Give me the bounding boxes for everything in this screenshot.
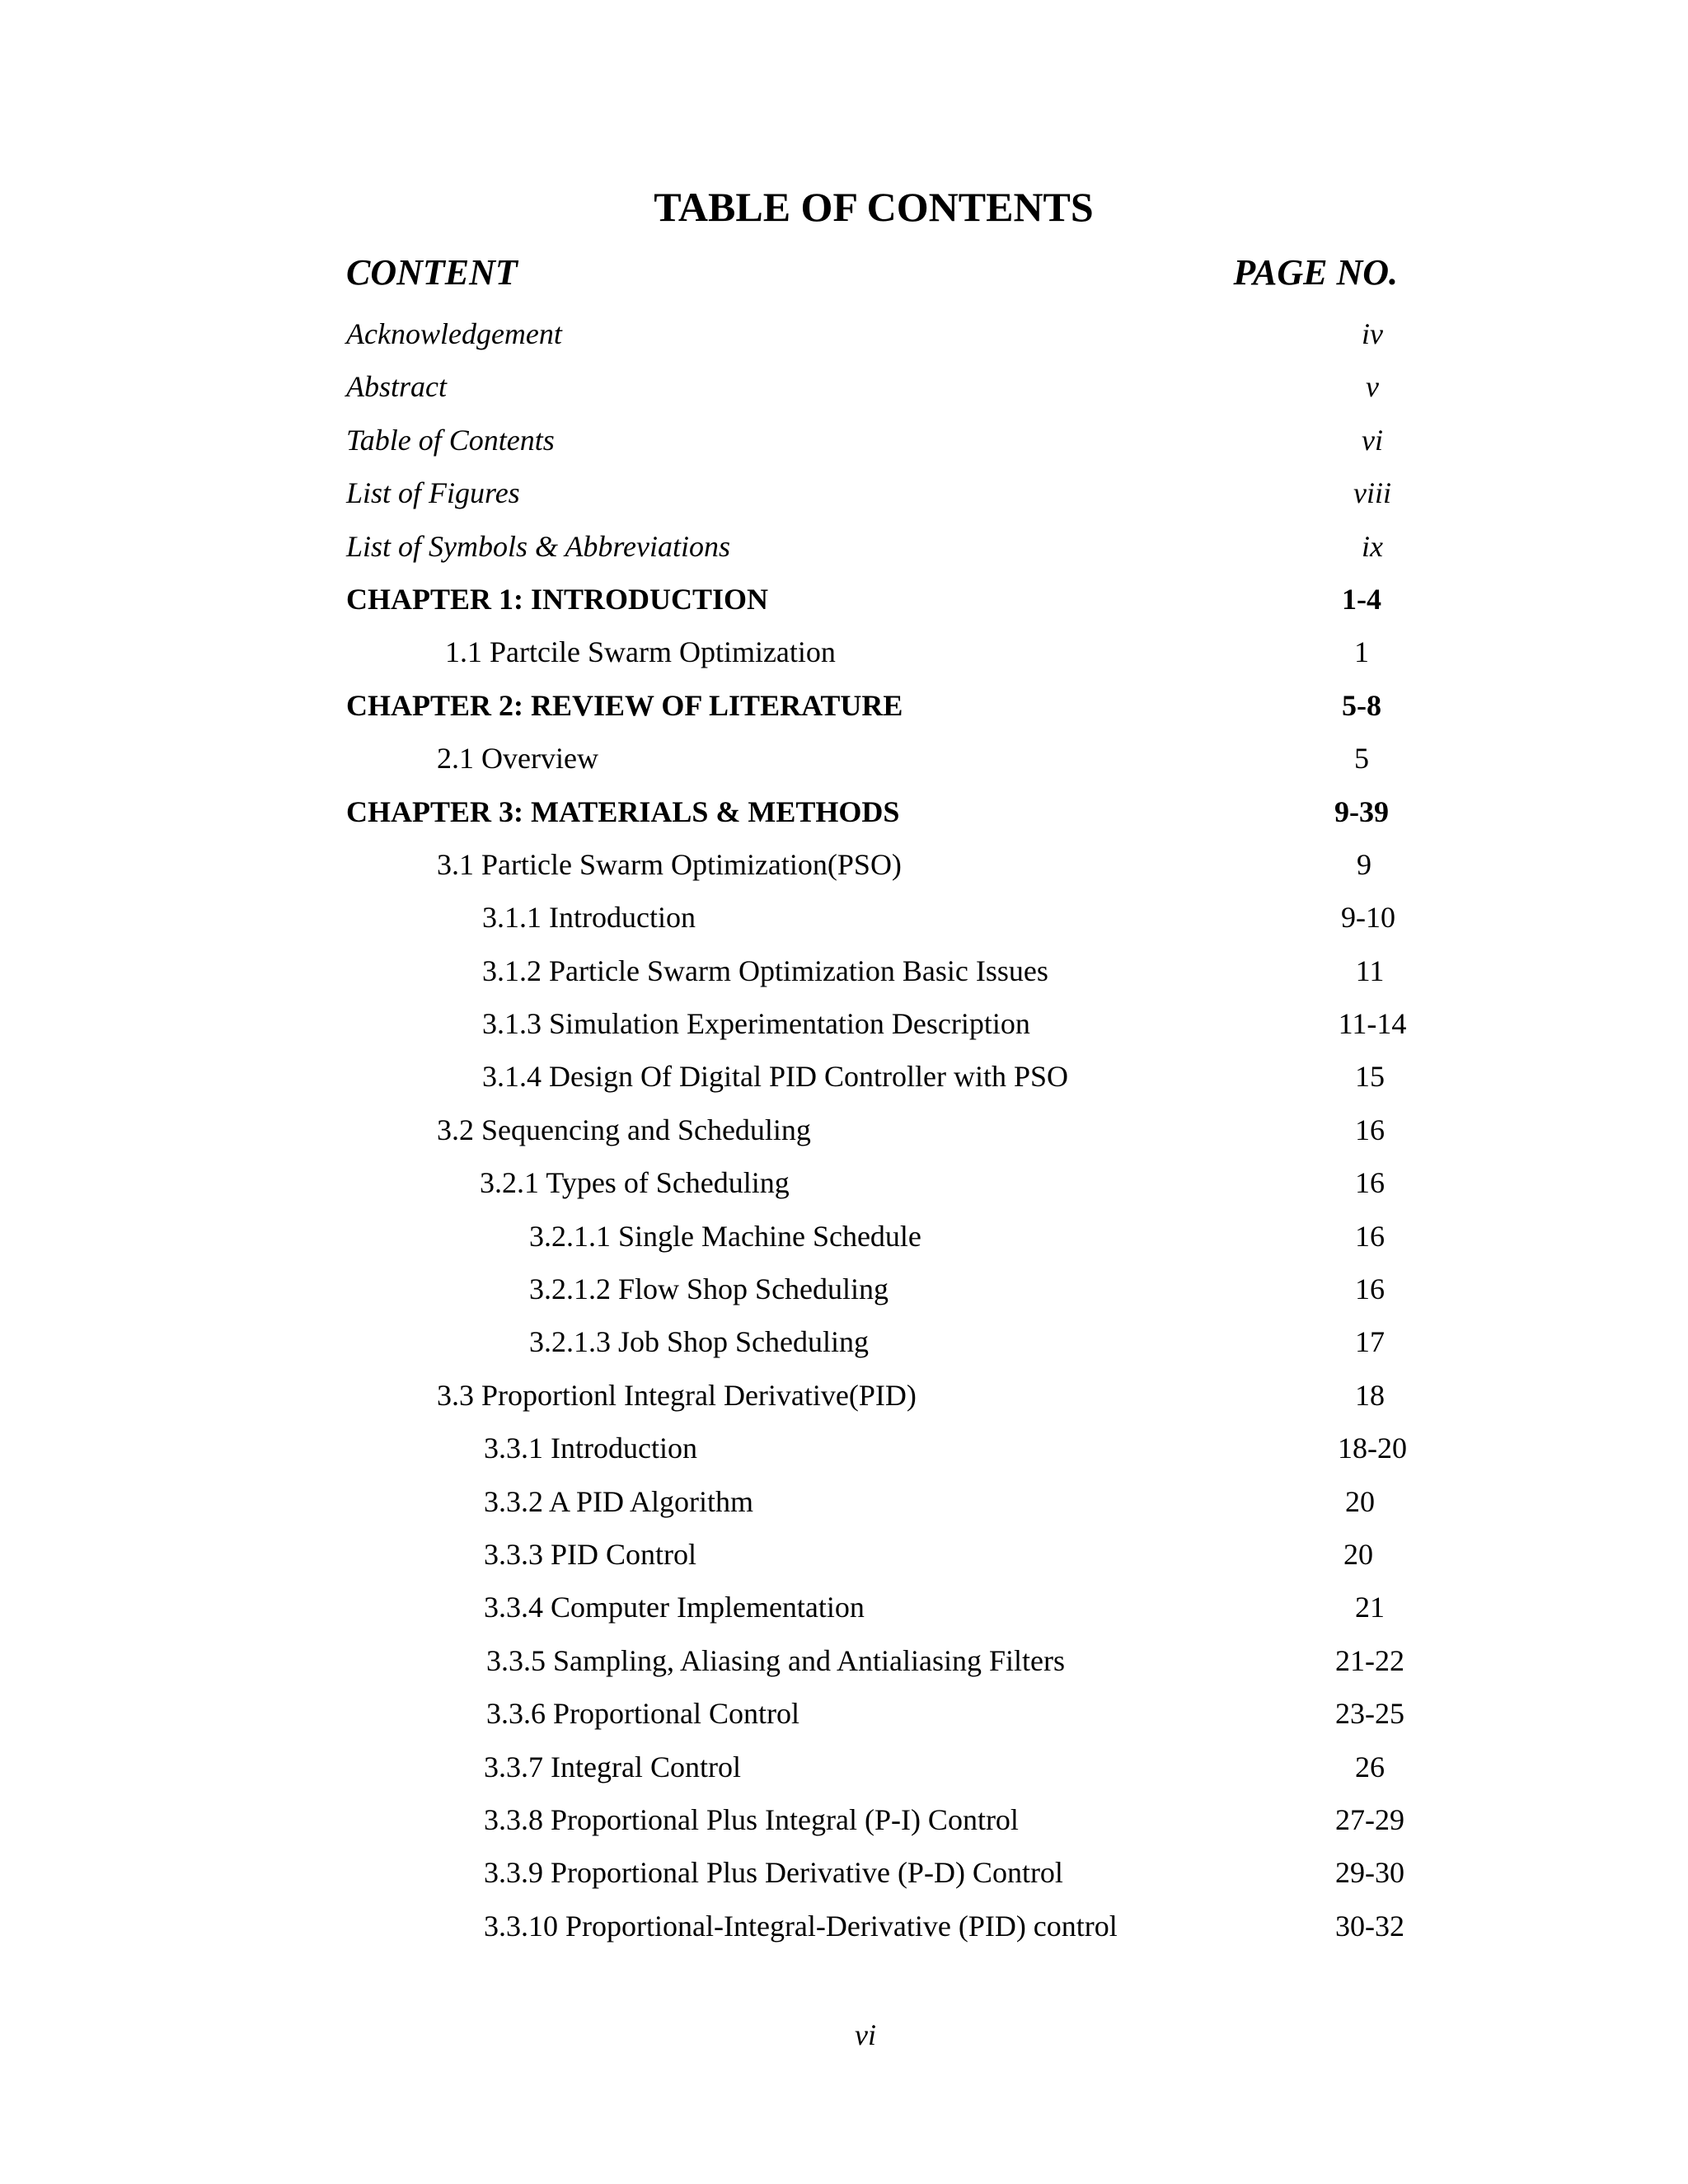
toc-entry-page: 20 — [1343, 1537, 1373, 1571]
toc-entry-title: Abstract — [346, 370, 447, 404]
toc-row — [0, 313, 1688, 366]
toc-row — [0, 1586, 1688, 1639]
toc-chapter-page: 5-8 — [1342, 688, 1381, 722]
toc-row — [0, 1375, 1688, 1427]
toc-chapter-title: CHAPTER 2: REVIEW OF LITERATURE — [346, 688, 903, 722]
toc-entry-page: 15 — [1355, 1060, 1385, 1094]
page-number-footer: vi — [855, 2018, 876, 2051]
toc-row — [0, 950, 1688, 1003]
toc-entry-title: 3.1.2 Particle Swarm Optimization Basic Issues — [482, 954, 1048, 987]
toc-entry-page: 26 — [1355, 1750, 1385, 1783]
toc-entry-page: vi — [1362, 423, 1383, 457]
toc-entry-title: 3.3.1 Introduction — [484, 1432, 697, 1465]
toc-row — [0, 366, 1688, 419]
toc-entry-page: 23-25 — [1335, 1697, 1404, 1731]
toc-entry-page: ix — [1362, 529, 1383, 563]
toc-row — [0, 1162, 1688, 1215]
toc-entry-page: 30-32 — [1335, 1909, 1404, 1943]
toc-entry-title: 3.3.10 Proportional-Integral-Derivative (PID) control — [484, 1909, 1118, 1943]
toc-row — [0, 1799, 1688, 1852]
toc-entry-title: 2.1 Overview — [437, 742, 598, 776]
toc-row — [0, 419, 1688, 472]
toc-entry-page: 27-29 — [1335, 1802, 1404, 1836]
toc-entry-page: 9-10 — [1341, 901, 1395, 935]
toc-entry-title: 3.2 Sequencing and Scheduling — [437, 1113, 811, 1146]
toc-entry-page: 5 — [1354, 742, 1369, 776]
toc-row — [0, 1056, 1688, 1108]
toc-entry-page: 16 — [1355, 1113, 1385, 1146]
toc-entry-page: 18 — [1355, 1378, 1385, 1412]
toc-entry-page: 20 — [1345, 1484, 1375, 1518]
toc-row — [0, 738, 1688, 790]
toc-entry-page: viii — [1353, 476, 1391, 510]
toc-entry-page: 18-20 — [1338, 1432, 1407, 1465]
toc-chapter-row — [0, 791, 1688, 844]
toc-entry-title: 3.1.3 Simulation Experimentation Description — [482, 1007, 1030, 1041]
toc-entry-title: 3.3.2 A PID Algorithm — [484, 1484, 754, 1518]
toc-entry-page: iv — [1362, 317, 1383, 350]
toc-row — [0, 1746, 1688, 1799]
toc-entry-title: 3.2.1.3 Job Shop Scheduling — [529, 1325, 870, 1359]
toc-entry-page: 16 — [1355, 1272, 1385, 1306]
toc-entry-title: List of Figures — [346, 476, 520, 510]
toc-entry-title: 3.3.6 Proportional Control — [486, 1697, 799, 1731]
toc-chapter-row — [0, 685, 1688, 738]
toc-row — [0, 1852, 1688, 1905]
toc-row — [0, 1216, 1688, 1268]
toc-entry-title: 3.2.1.1 Single Machine Schedule — [529, 1219, 921, 1253]
toc-entry-title: 3.3 Proportionl Integral Derivative(PID) — [437, 1378, 917, 1412]
toc-entry-page: v — [1366, 370, 1379, 404]
toc-row — [0, 897, 1688, 949]
toc-chapter-title: CHAPTER 3: MATERIALS & METHODS — [346, 794, 900, 828]
toc-chapter-title: CHAPTER 1: INTRODUCTION — [346, 582, 769, 616]
toc-entry-page: 16 — [1355, 1219, 1385, 1253]
toc-row — [0, 1427, 1688, 1480]
toc-row — [0, 1321, 1688, 1374]
toc-row — [0, 631, 1688, 684]
toc-row — [0, 1693, 1688, 1746]
toc-entry-page: 16 — [1355, 1166, 1385, 1200]
content-column-header: CONTENT — [346, 252, 518, 293]
toc-entry-title: 3.3.4 Computer Implementation — [484, 1591, 865, 1624]
toc-chapter-page: 9-39 — [1334, 794, 1389, 828]
toc-entry-title: 3.1.4 Design Of Digital PID Controller with PSO — [482, 1060, 1068, 1094]
toc-entry-title: 3.3.9 Proportional Plus Derivative (P-D) Control — [484, 1856, 1063, 1890]
toc-row — [0, 844, 1688, 897]
toc-row — [0, 1905, 1688, 1958]
toc-entry-page: 1 — [1354, 635, 1369, 669]
toc-entry-page: 21 — [1355, 1591, 1385, 1624]
toc-entry-page: 9 — [1357, 847, 1372, 881]
toc-row — [0, 1534, 1688, 1586]
toc-row — [0, 1640, 1688, 1693]
toc-entry-title: 3.1.1 Introduction — [482, 901, 696, 935]
toc-entry-title: 3.2.1.2 Flow Shop Scheduling — [529, 1272, 889, 1306]
toc-row — [0, 1003, 1688, 1056]
toc-entry-title: 3.3.5 Sampling, Aliasing and Antialiasing Filters — [486, 1643, 1065, 1677]
toc-entry-title: 3.3.8 Proportional Plus Integral (P-I) Control — [484, 1802, 1019, 1836]
toc-entry-page: 17 — [1355, 1325, 1385, 1359]
toc-entry-title: 3.3.7 Integral Control — [484, 1750, 741, 1783]
toc-entry-title: Acknowledgement — [346, 317, 562, 350]
toc-chapter-page: 1-4 — [1342, 582, 1381, 616]
toc-row — [0, 1481, 1688, 1534]
page-no-column-header: PAGE NO. — [1233, 252, 1398, 293]
toc-entry-page: 11-14 — [1338, 1007, 1407, 1041]
toc-row — [0, 1268, 1688, 1321]
toc-entry-title: Table of Contents — [346, 423, 555, 457]
toc-row — [0, 526, 1688, 579]
toc-entry-page: 11 — [1355, 954, 1385, 987]
page-title: TABLE OF CONTENTS — [654, 184, 1094, 230]
toc-row — [0, 472, 1688, 525]
toc-chapter-row — [0, 579, 1688, 631]
toc-entry-title: 3.3.3 PID Control — [484, 1537, 697, 1571]
toc-entry-title: 1.1 Partcile Swarm Optimization — [445, 635, 836, 669]
toc-entry-title: 3.1 Particle Swarm Optimization(PSO) — [437, 847, 902, 881]
toc-row — [0, 1109, 1688, 1162]
toc-entry-page: 29-30 — [1335, 1856, 1404, 1890]
toc-list — [0, 313, 1688, 1958]
toc-entry-page: 21-22 — [1335, 1643, 1404, 1677]
toc-entry-title: 3.2.1 Types of Scheduling — [480, 1166, 790, 1200]
toc-entry-title: List of Symbols & Abbreviations — [346, 529, 731, 563]
